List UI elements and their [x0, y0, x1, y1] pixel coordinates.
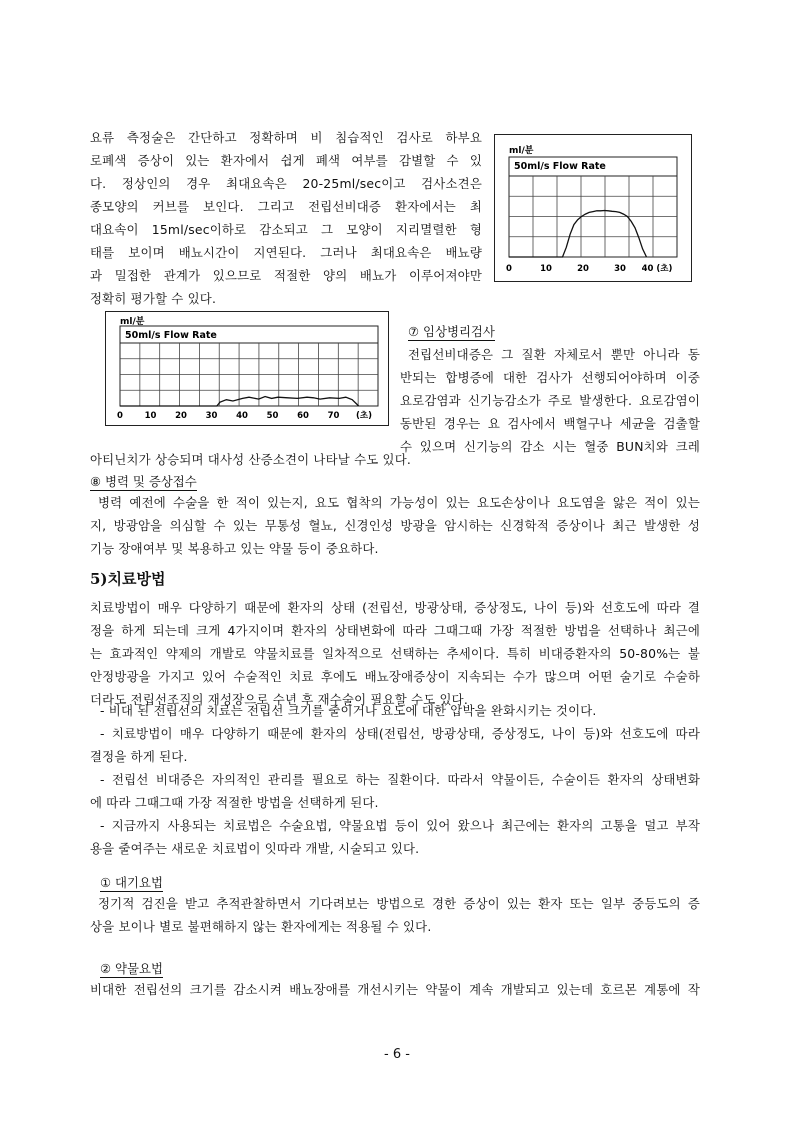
text-line: 는 효과적인 약제의 개발로 약물치료를 일차적으로 선택하는 추세이다. 특히 비대증환자의 50-80%는 불: [90, 646, 700, 661]
text-line: 정을 하게 되는데 크게 4가지이며 환자의 상태변화에 따라 그때그때 가장 적절한 방법을 선택하나 최근에: [90, 623, 700, 638]
x-tick-label: 0: [117, 411, 123, 421]
normal-flow-chart-svg: [495, 135, 691, 281]
text-line: 태를 보이며 배뇨시간이 지연된다. 그러나 최대요속은 배뇨량: [90, 245, 482, 260]
text-line: 전립선비대증은 그 질환 자체로서 뿐만 아니라 동: [408, 347, 700, 362]
flow-series-line: [509, 211, 647, 258]
item1-body: [90, 892, 700, 938]
item7-tail: [90, 448, 700, 471]
x-tick-label: 0: [506, 264, 512, 274]
x-tick-label: 40: [236, 411, 248, 421]
chart-ylabel: ml/분: [120, 317, 145, 327]
x-tick-label: 70: [327, 411, 340, 421]
bullet-line: - 비대 된 전립선의 치료는 전립선 크기를 줄이거나 요도에 대한 압박을 완화시키는 것이다.: [100, 703, 597, 718]
item7-heading-text: ⑦ 임상병리검사: [408, 324, 495, 339]
text-line: 로폐색 증상이 있는 환자에서 쉽게 폐색 여부를 감별할 수 있: [90, 153, 482, 168]
x-tick-label: 10: [540, 264, 552, 274]
x-tick-label: 50: [266, 411, 279, 421]
text-line: 종모양의 커브를 보인다. 그리고 전립선비대증 환자에서는 최: [90, 199, 482, 214]
item7-body: [400, 343, 700, 458]
chart-title: 50ml/s Flow Rate: [514, 161, 606, 172]
section5-body: [90, 596, 700, 711]
item1-heading: [100, 871, 163, 894]
item2-heading: [100, 957, 163, 980]
x-tick-label: 40 (초): [641, 264, 673, 274]
x-tick-label: 30: [614, 264, 626, 274]
intro-paragraph: [90, 126, 482, 310]
bph-flow-chart-svg: [106, 312, 388, 425]
item2-body: [90, 978, 700, 1001]
text-line: 정기적 검진을 받고 추적관찰하면서 기다려보는 방법으로 경한 증상이 있는 환자 또는 일부 중등도의 증: [98, 896, 700, 911]
text-line: 병력 예전에 수술을 한 적이 있는지, 요도 협착의 가능성이 있는 요도손상이나 요도염을 앓은 적이 있는: [98, 495, 700, 510]
bullet-line: 용을 줄여주는 새로운 치료법이 잇따라 개발, 시술되고 있다.: [90, 841, 420, 856]
chart-ylabel: ml/분: [509, 146, 534, 156]
page-number: - 6 -: [384, 1047, 410, 1062]
text-line: 수 있으며 신기능의 감소 시는 혈중 BUN치와 크레: [400, 439, 700, 454]
text-line: 요로감염과 신기능감소가 주로 발생한다. 요로감염이: [400, 393, 700, 408]
item2-heading-text: ② 약물요법: [100, 961, 163, 976]
bullet-line: - 전립선 비대증은 자의적인 관리를 필요로 하는 질환이다. 따라서 약물이든, 수술이든 환자의 상태변화: [100, 772, 700, 787]
x-tick-label: 10: [144, 411, 157, 421]
text-line: 상을 보이나 별로 불편해하지 않는 환자에게는 적용될 수 있다.: [90, 919, 432, 934]
text-line: 정확히 평가할 수 있다.: [90, 291, 217, 306]
text-line: 동반된 경우는 요 검사에서 백혈구나 세균을 검출할: [400, 416, 700, 431]
text-line: 반되는 합병증에 대한 검사가 선행되어야하며 이중: [400, 370, 700, 385]
bullet-line: 결정을 하게 된다.: [90, 749, 188, 764]
bullet-line: - 치료방법이 매우 다양하기 때문에 환자의 상태(전립선, 방광상태, 증상정도, 나이 등)와 선호도에 따라: [100, 726, 700, 741]
plot-frame: [509, 157, 677, 257]
item7-heading: [408, 320, 495, 343]
text-line: 요류 측정술은 간단하고 정확하며 비 침습적인 검사로 하부요: [90, 130, 482, 145]
x-tick-label: 20: [577, 264, 589, 274]
bullet-line: - 지금까지 사용되는 치료법은 수술요법, 약물요법 등이 있어 왔으나 최근에는 환자의 고통을 덜고 부작: [100, 818, 700, 833]
chart-title: 50ml/s Flow Rate: [125, 330, 217, 341]
text-line: 비대한 전립선의 크기를 감소시켜 배뇨장애를 개선시키는 약물이 계속 개발되고 있는데 호르몬 계통에 작: [90, 982, 700, 997]
normal-flow-chart: [494, 134, 692, 282]
text-line: 다. 정상인의 경우 최대요속은 20-25ml/sec이고 검사소견은: [90, 176, 482, 191]
x-tick-label: 60: [297, 411, 309, 421]
item8-heading: [90, 470, 197, 493]
bph-flow-chart: [105, 311, 389, 426]
bullet-line: 에 따라 그때그때 가장 적절한 방법을 선택하게 된다.: [90, 795, 379, 810]
x-tick-label: (초): [356, 411, 372, 421]
text-line: 치료방법이 매우 다양하기 때문에 환자의 상태 (전립선, 방광상태, 증상정도, 나이 등)와 선호도에 따라 결: [90, 600, 700, 615]
item1-heading-text: ① 대기요법: [100, 875, 163, 890]
text-line: 지, 방광암을 의심할 수 있는 무통성 혈뇨, 신경인성 방광을 암시하는 신경학적 증상이나 최근 발생한 성: [90, 518, 700, 533]
x-tick-label: 20: [175, 411, 187, 421]
section5-bullets: [90, 699, 700, 860]
item8-body: [90, 491, 700, 560]
section5-title: 5)치료방법: [90, 570, 166, 588]
text-line: 더라도 전립선조직의 재성장으로 수년 후 재수술이 필요할 수도 있다.: [90, 692, 468, 707]
text-line: 과 밀접한 관계가 있으므로 적절한 양의 배뇨가 이루어져야만: [90, 268, 482, 283]
x-tick-label: 30: [205, 411, 218, 421]
text-line: 기능 장애여부 및 복용하고 있는 약물 등이 중요하다.: [90, 541, 379, 556]
text-line: 안정방광을 가지고 있어 수술적인 치료 후에도 배뇨장애증상이 지속되는 수가 많으며 어떤 술기로 수술하: [90, 669, 700, 684]
text-line: 아티닌치가 상승되며 대사성 산증소견이 나타날 수도 있다.: [90, 452, 412, 467]
text-line: 대요속이 15ml/sec이하로 감소되고 그 모양이 지리멸렬한 형: [90, 222, 482, 237]
item8-heading-text: ⑧ 병력 및 증상접수: [90, 474, 197, 489]
